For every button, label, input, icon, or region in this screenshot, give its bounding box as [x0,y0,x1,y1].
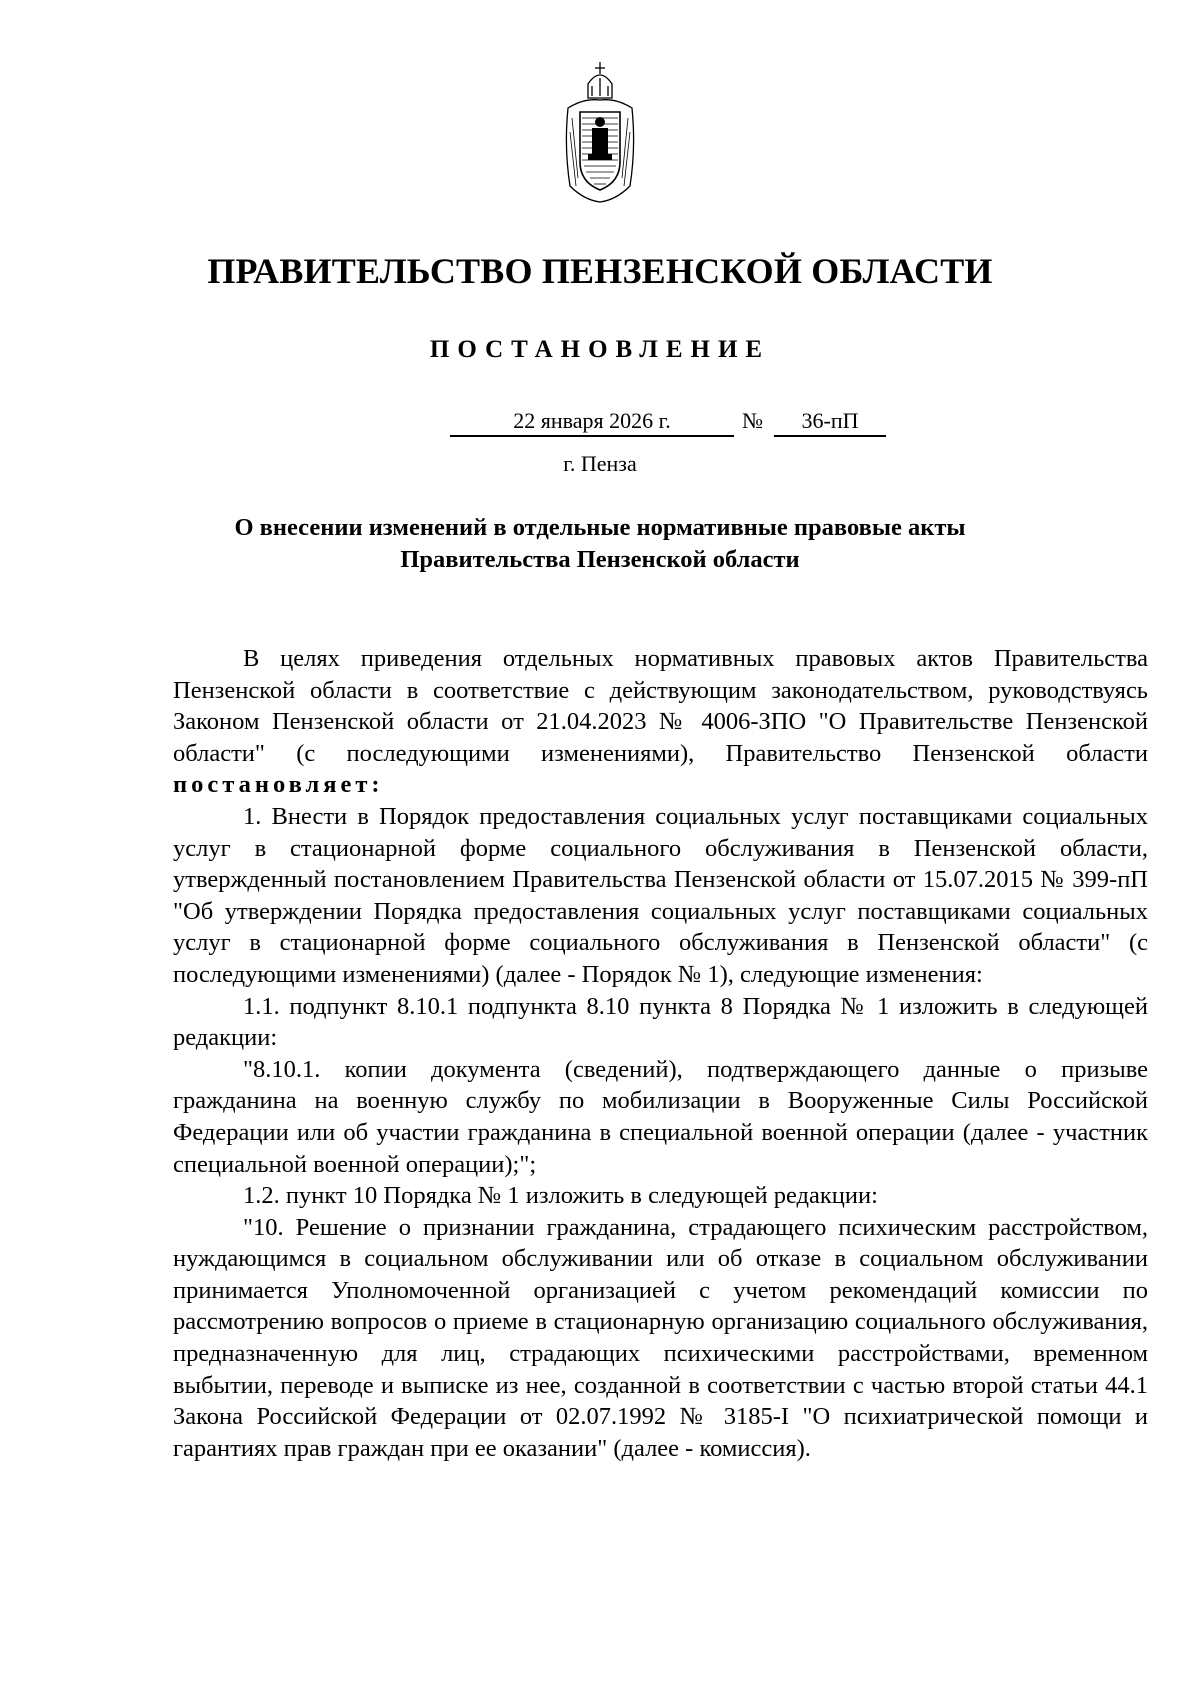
subject-line-1: О внесении изменений в отдельные нормативные правовые акты [234,514,966,541]
city-name: г. Пенза [563,451,637,476]
document-type: ПОСТАНОВЛЕНИЕ [429,336,771,363]
quote-8-10-1: "8.10.1. копии документа (сведений), подтверждающего данные о призыве гражданина на военную службу по мобилизации в Вооруженные Силы Российской Федерации или об участии гражданина в специальной военной операции (далее - участник специальной военной операции);"; [173,1055,1148,1178]
coat-of-arms-emblem [558,58,642,210]
government-title: ПРАВИТЕЛЬСТВО ПЕНЗЕНСКОЙ ОБЛАСТИ [207,251,993,291]
decree-word: постановляет: [173,771,384,799]
item-1-2: 1.2. пункт 10 Порядка № 1 изложить в следующей редакции: [243,1182,878,1210]
preamble-text: В целях приведения отдельных нормативных правовых актов Правительства Пензенской области в соответствие с действующим законодательством, руководствуясь Законом Пензенской области от 21.04.2023 № 4006-ЗПО "О Правительстве Пензенской области" (с последующими изменениями), Правительство Пензенской области [173,645,1148,767]
preamble-paragraph [173,643,1148,801]
document-body [173,643,1148,1464]
number-sign: № [742,408,763,433]
item-1: 1. Внести в Порядок предоставления социальных услуг поставщиками социальных услуг в стационарной форме социального обслуживания в Пензенской области, утвержденный постановлением Правительства Пензенской области от 15.07.2015 № 399-пП "Об утверждении Порядка предоставления социальных услуг поставщиками социальных услуг в стационарной форме социального обслуживания в Пензенской области" (с последующими изменениями) (далее - Порядок № 1), следующие изменения: [173,802,1148,988]
document-number: 36-пП [774,408,886,437]
item-1-1: 1.1. подпункт 8.10.1 подпункта 8.10 пункта 8 Порядка № 1 изложить в следующей редакции: [173,992,1148,1052]
document-subject [150,512,1050,576]
document-date: 22 января 2026 г. [450,408,734,437]
subject-line-2: Правительства Пензенской области [400,546,800,573]
date-number-line [450,408,890,438]
quote-10: "10. Решение о признании гражданина, страдающего психическим расстройством, нуждающимся в социальном обслуживании или об отказе в социальном обслуживании принимается Уполномоченной организацией с учетом рекомендаций комиссии по рассмотрению вопросов о приеме в стационарную организацию социального обслуживания, предназначенную для лиц, страдающих психическими расстройствами, временном выбытии, переводе и выписке из нее, созданной в соответствии с частью второй статьи 44.1 Закона Российской Федерации от 02.07.1992 № 3185-I "О психиатрической помощи и гарантиях прав граждан при ее оказании" (далее - комиссия). [173,1213,1148,1462]
